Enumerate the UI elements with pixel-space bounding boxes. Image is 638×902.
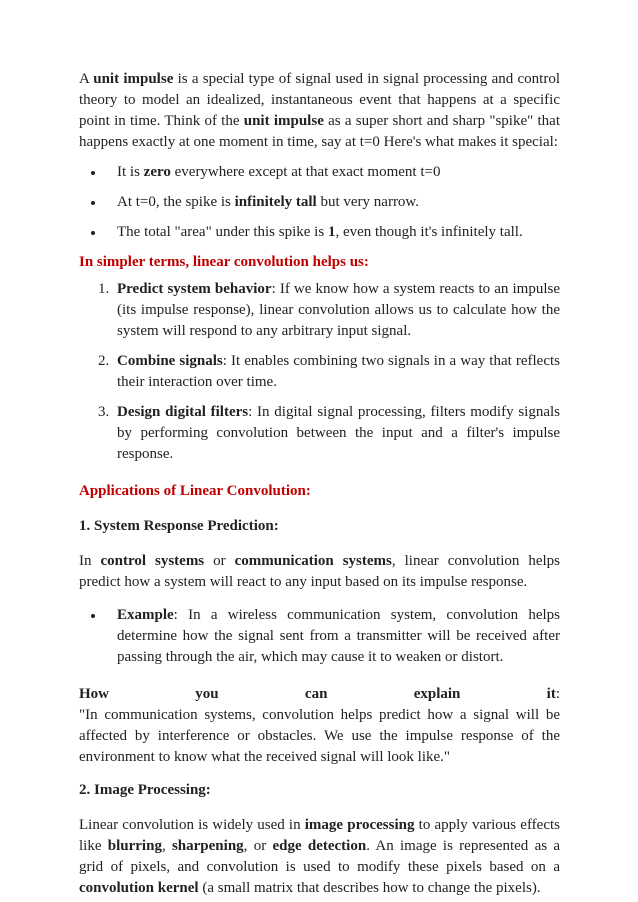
image-processing-paragraph — [79, 815, 560, 899]
text-run: In — [79, 553, 101, 569]
text-run: but very narrow. — [316, 194, 420, 210]
text-run: A — [79, 71, 94, 87]
text-run: it — [546, 686, 556, 702]
bold-term: communication systems — [234, 553, 392, 569]
bold-term: edge detection — [272, 838, 367, 854]
list-item — [79, 222, 560, 243]
text-run: At t=0, the spike is — [117, 194, 235, 210]
text-run: : — [555, 686, 560, 702]
convolution-uses-list — [79, 279, 560, 465]
text-run: , or — [243, 838, 273, 854]
bold-term: blurring — [107, 838, 162, 854]
list-item — [79, 192, 560, 213]
list-item — [79, 162, 560, 183]
bold-term: sharpening — [171, 838, 244, 854]
text-run: , linear convolution helps predict how a system will react to any input based on its impulse response. — [79, 553, 561, 590]
list-item — [79, 605, 560, 668]
text-run: can — [304, 686, 328, 702]
text-run: Linear convolution is widely used in — [79, 817, 305, 833]
bold-term: image processing — [304, 817, 415, 833]
section-heading-image-processing: 2. Image Processing: — [79, 782, 211, 798]
bold-term: Example — [117, 607, 174, 623]
bold-term: 1 — [327, 224, 336, 240]
list-number: 3. — [98, 404, 110, 420]
text-run: as a super short and sharp "spike" that happens exactly at one moment in time, say at t=0 Here's what makes it special: — [79, 113, 560, 150]
text-run: , even though it's infinitely tall. — [335, 224, 523, 240]
system-response-paragraph — [79, 551, 560, 593]
bold-term: infinitely tall — [234, 194, 317, 210]
text-run: : It enables combining two signals in a way that reflects their interaction over time. — [117, 353, 560, 390]
text-run: everywhere except at that exact moment t=0 — [170, 164, 441, 180]
list-item — [79, 279, 560, 342]
bold-term: zero — [143, 164, 171, 180]
bold-term: convolution kernel — [79, 880, 199, 896]
special-properties-list — [79, 162, 560, 243]
text-run: (a small matrix that describes how to change the pixels). — [198, 880, 541, 896]
bold-term: unit impulse — [243, 113, 324, 129]
applications-heading: Applications of Linear Convolution: — [79, 483, 311, 499]
text-run: It is — [117, 164, 144, 180]
list-number: 2. — [98, 353, 110, 369]
bold-term: Predict system behavior — [117, 281, 272, 297]
text-run: or — [204, 553, 235, 569]
bold-term: unit impulse — [93, 71, 174, 87]
list-item — [79, 351, 560, 393]
example-list — [79, 605, 560, 668]
bold-term: Combine signals — [117, 353, 223, 369]
text-run: you — [195, 686, 219, 702]
text-run: : In digital signal processing, filters modify signals by performing convolution between the input and a filter's impulse response. — [117, 404, 561, 462]
text-run: : In a wireless communication system, convolution helps determine how the signal sent from a transmitter will be received after passing through the air, which may cause it to weaken or distort. — [117, 607, 560, 665]
bold-term: control systems — [100, 553, 205, 569]
intro-paragraph — [79, 69, 560, 153]
list-number: 1. — [98, 281, 110, 297]
text-run: to apply various effects like — [79, 817, 560, 854]
explanation-quote: "In communication systems, convolution helps predict how a signal will be affected by interference or obstacles. We use the impulse response of the environment to know what the received signal will look like." — [79, 707, 560, 765]
text-run: , — [161, 838, 172, 854]
text-run: explain — [413, 686, 461, 702]
text-run: is a special type of signal used in signal processing and control theory to model an idealized, instantaneous event that happens at a specific point in time. Think of the — [79, 71, 561, 129]
text-run: How — [79, 686, 109, 702]
section-heading-system-response: 1. System Response Prediction: — [79, 518, 279, 534]
text-run: : If we know how a system reacts to an impulse (its impulse response), linear convolution allows us to calculate how the system will respond to any arbitrary input signal. — [117, 281, 560, 339]
list-item — [79, 402, 560, 465]
how-you-can-explain-line — [79, 684, 560, 705]
how-last-word — [547, 684, 560, 705]
text-run: The total "area" under this spike is — [117, 224, 328, 240]
bold-term: Design digital filters — [117, 404, 249, 420]
simpler-terms-heading: In simpler terms, linear convolution helps us: — [79, 254, 369, 270]
text-run: . An image is represented as a grid of pixels, and convolution is used to modify these pixels based on a — [79, 838, 560, 875]
